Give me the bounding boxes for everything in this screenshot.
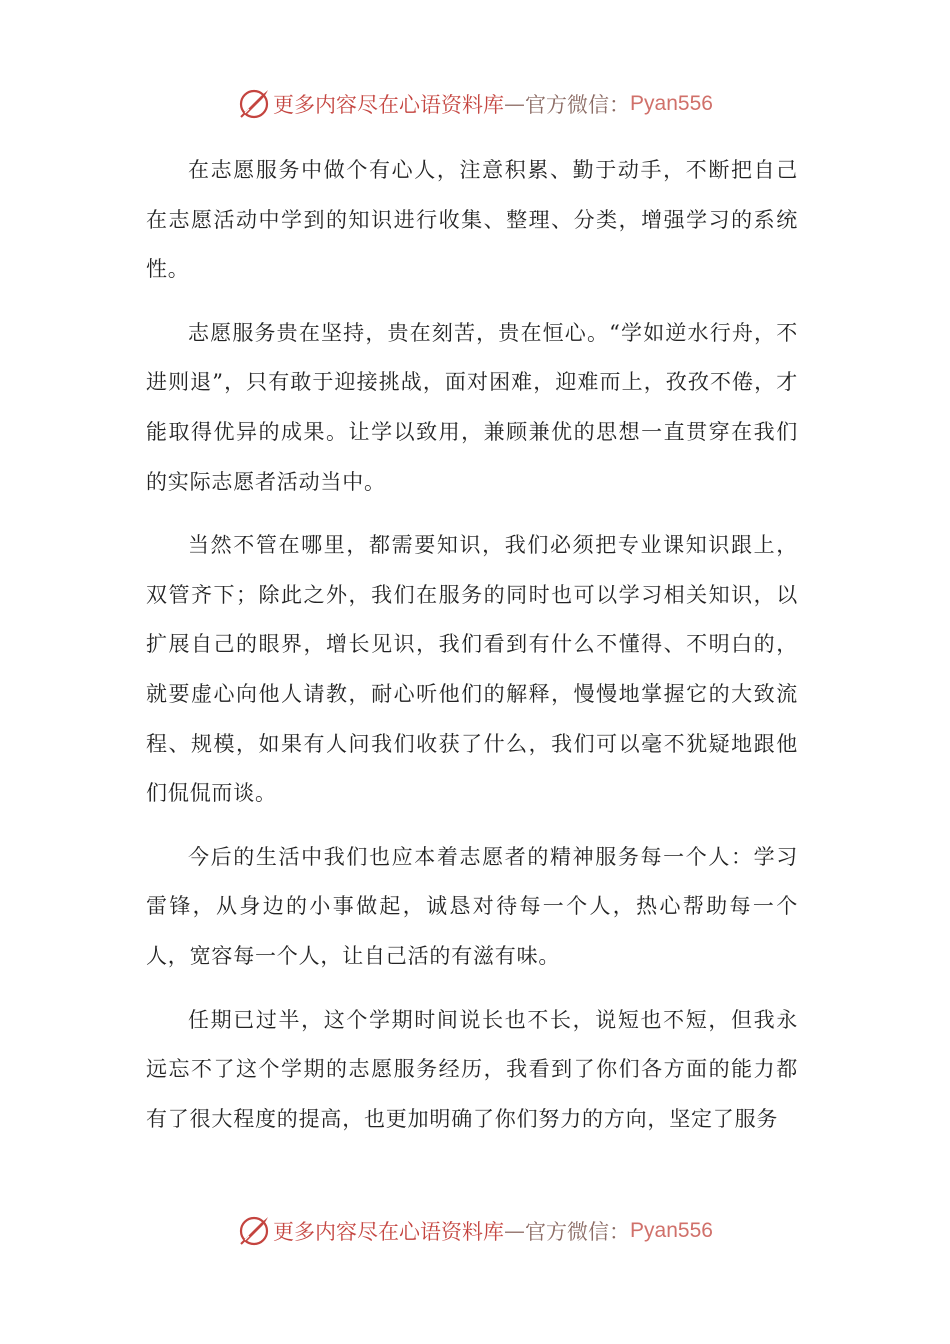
paragraph-2: 志愿服务贵在坚持，贵在刻苦，贵在恒心。“学如逆水行舟，不进则退”，只有敢于迎接挑战，面对困难，迎难而上，孜孜不倦，才能取得优异的成果。让学以致用，兼顾兼优的思想一直贯穿在我们的实际志愿者活动当中。 (146, 320, 798, 494)
footer-banner (0, 1211, 950, 1251)
footer-wechat-id: Pyan556 (630, 1219, 713, 1242)
footer-dash: — (504, 1219, 526, 1243)
quill-logo-icon (237, 1214, 271, 1248)
paragraph-4: 今后的生活中我们也应本着志愿者的精神服务每一个人：学习雷锋，从身边的小事做起，诚恳对待每一个人，热心帮助每一个人，宽容每一个人，让自己活的有滋有味。 (146, 844, 798, 968)
quill-logo-icon (237, 87, 271, 121)
header-wechat-id: Pyan556 (630, 92, 713, 115)
header-site-text: 更多内容尽在心语资料库 (273, 93, 505, 117)
header-wechat-label: 官方微信： (525, 93, 631, 117)
paragraph-3: 当然不管在哪里，都需要知识，我们必须把专业课知识跟上，双管齐下；除此之外，我们在服务的同时也可以学习相关知识，以扩展自己的眼界，增长见识，我们看到有什么不懂得、不明白的，就要虚心向他人请教，耐心听他们的解释，慢慢地掌握它的大致流程、规模，如果有人问我们收获了什么，我们可以毫不犹疑地跟他们侃侃而谈。 (146, 533, 798, 806)
paragraph-1: 在志愿服务中做个有心人，注意积累、勤于动手，不断把自己在志愿活动中学到的知识进行收集、整理、分类，增强学习的系统性。 (146, 158, 798, 282)
header-dash: — (504, 92, 526, 116)
header-banner (0, 84, 950, 124)
paragraph-5: 任期已过半，这个学期时间说长也不长，说短也不短，但我永远忘不了这个学期的志愿服务经历，我看到了你们各方面的能力都有了很大程度的提高，也更加明确了你们努力的方向，坚定了服务 (146, 1007, 798, 1131)
footer-site-text: 更多内容尽在心语资料库 (273, 1220, 505, 1244)
document-body (146, 146, 798, 1158)
footer-wechat-label: 官方微信： (525, 1220, 631, 1244)
